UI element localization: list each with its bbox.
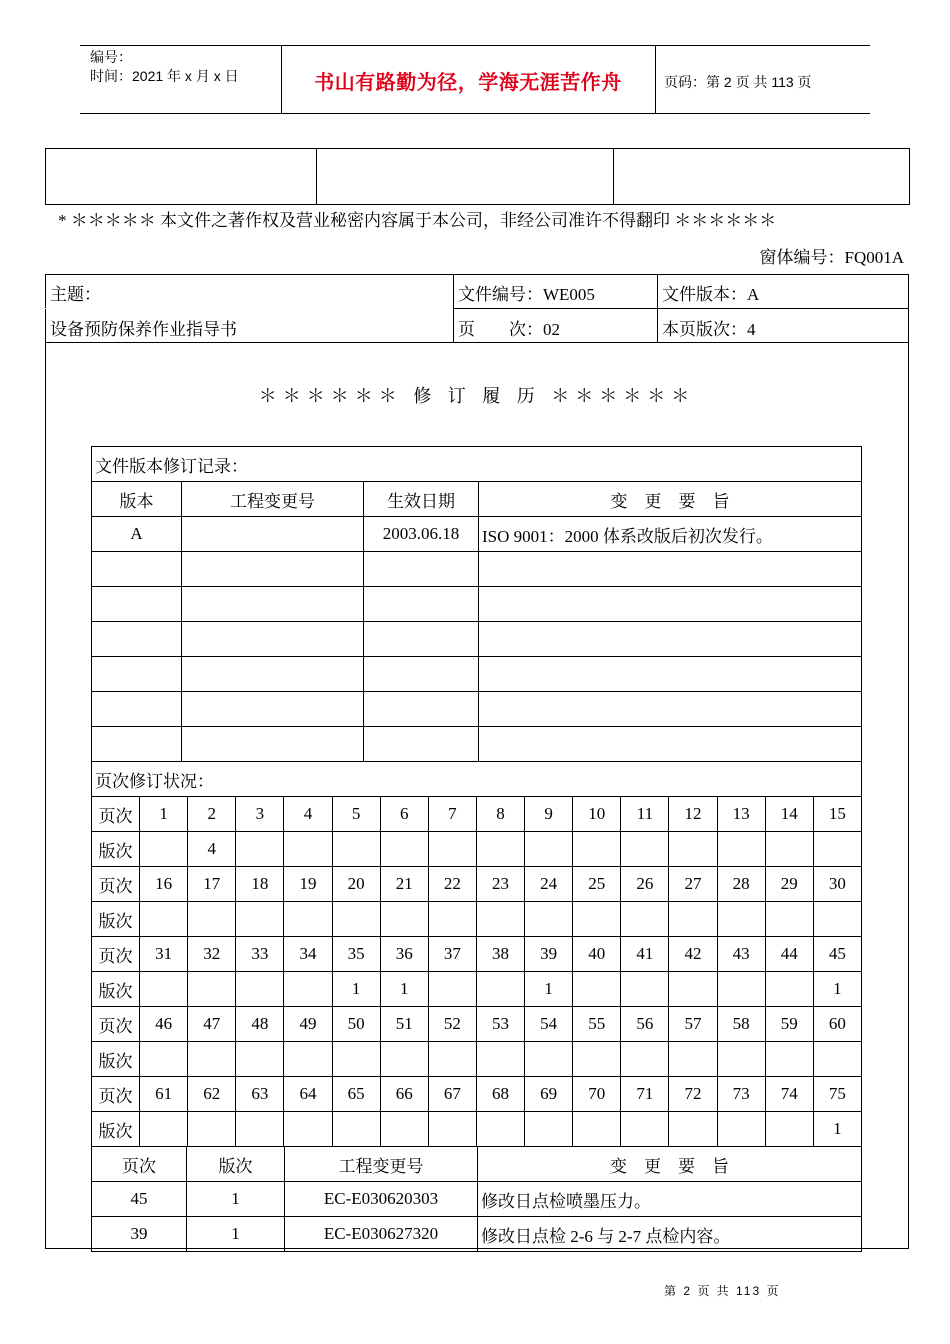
page-version-cell [429,972,477,1007]
page-number-cell: 15 [814,797,862,832]
page-version-cell [621,1112,669,1147]
change-list-cell: 1 [187,1217,285,1252]
page-version-cell [477,1112,525,1147]
form-number: 窗体编号：FQ001A [759,248,904,267]
version-record-cell: A [92,517,182,552]
page-number-cell: 45 [814,937,862,972]
page-version-cell [477,902,525,937]
version-record-cell [182,622,364,657]
page-version-cell [525,832,573,867]
blank-cell [614,149,910,205]
page-version-cell [381,1112,429,1147]
subject-label: 主题： [50,285,101,304]
page-version-cell [718,832,766,867]
page-version-cell [477,972,525,1007]
page-number-cell: 1 [140,797,188,832]
page-version-cell [140,1112,188,1147]
page-number-cell: 73 [718,1077,766,1112]
page-number-cell: 5 [333,797,381,832]
page-number-cell: 31 [140,937,188,972]
version-record-cell: ISO 9001：2000 体系改版后初次发行。 [479,517,862,552]
page-version-cell [333,1042,381,1077]
page-version: 本页版次：4 [662,320,756,339]
version-record-cell [364,692,479,727]
page-number-cell: 47 [188,1007,236,1042]
page-number-cell: 46 [140,1007,188,1042]
page-version-cell [766,1112,814,1147]
version-record-cell [364,587,479,622]
page-number-cell: 26 [621,867,669,902]
page-row-label: 页次 [92,797,140,832]
page-number-cell: 27 [669,867,717,902]
change-list-cell: 45 [92,1182,187,1217]
info-col-divider [657,274,658,343]
page-number-cell: 68 [477,1077,525,1112]
page-version-cell [381,1042,429,1077]
page-number-cell: 7 [429,797,477,832]
version-record-cell [364,657,479,692]
version-record-cell [364,727,479,762]
page-number-cell: 4 [284,797,332,832]
version-row-label: 版次 [92,902,140,937]
change-list-cell: 修改日点检 2-6 与 2-7 点检内容。 [478,1217,862,1252]
version-record-header: 生效日期 [364,482,479,517]
page-version-cell [429,902,477,937]
page-version-cell [188,1042,236,1077]
page-number-cell: 70 [573,1077,621,1112]
page-version-cell [236,1112,284,1147]
page-version-cell [573,1042,621,1077]
version-record-cell [479,692,862,727]
page-footer: 第 2 页 共 113 页 [664,1284,781,1298]
page-number-cell: 22 [429,867,477,902]
page-version-cell [669,972,717,1007]
change-list-cell: 修改日点检喷墨压力。 [478,1182,862,1217]
change-list-cell: 1 [187,1182,285,1217]
version-record-cell [92,727,182,762]
change-list-cell: EC-E030627320 [285,1217,478,1252]
page-number-cell: 74 [766,1077,814,1112]
page-number-cell: 49 [284,1007,332,1042]
version-row-label: 版次 [92,1042,140,1077]
version-record-cell [364,622,479,657]
page-version-cell [525,902,573,937]
page-number-cell: 44 [766,937,814,972]
page-number-cell: 60 [814,1007,862,1042]
page-version-cell [814,902,862,937]
page-number-cell: 64 [284,1077,332,1112]
page-version-cell [284,1112,332,1147]
page-version-cell [333,832,381,867]
page-version-cell [284,972,332,1007]
page-number-cell: 38 [477,937,525,972]
page-row-label: 页次 [92,1077,140,1112]
change-list-header: 页次 [92,1147,187,1182]
blank-box-table [45,148,910,205]
page-version-cell [284,902,332,937]
page-number-cell: 36 [381,937,429,972]
page-number-cell: 17 [188,867,236,902]
version-row-label: 版次 [92,832,140,867]
page-version-cell [429,832,477,867]
page-version-cell [236,902,284,937]
version-row-label: 版次 [92,1112,140,1147]
page-version-cell [814,832,862,867]
page-version-cell [429,1112,477,1147]
change-list-cell: EC-E030620303 [285,1182,478,1217]
document-version: 文件版本：A [662,285,760,304]
page-version-cell [381,832,429,867]
version-record-cell: 2003.06.18 [364,517,479,552]
revision-history-title: ＊＊＊＊＊＊ 修 订 履 历 ＊＊＊＊＊＊ [258,386,696,406]
header-divider [281,45,282,114]
header-meta [90,48,239,86]
page-version-cell: 1 [333,972,381,1007]
page-number-cell: 75 [814,1077,862,1112]
version-record-cell [182,587,364,622]
version-record-cell [92,622,182,657]
page-number-cell: 63 [236,1077,284,1112]
page-number-cell: 28 [718,867,766,902]
page-number-cell: 19 [284,867,332,902]
page-version-cell [766,972,814,1007]
page-number-cell: 12 [669,797,717,832]
page-version-cell [429,1042,477,1077]
page-number-cell: 13 [718,797,766,832]
version-record-label: 文件版本修订记录： [92,447,862,482]
page-version-cell [381,902,429,937]
page-number-cell: 25 [573,867,621,902]
page-number-cell: 21 [381,867,429,902]
page-number-cell: 37 [429,937,477,972]
page-version-cell [525,1112,573,1147]
document-time: 时间：2021 年 x 月 x 日 [90,68,239,84]
header-page-number: 页码：第 2 页 共 113 页 [664,74,812,90]
page-version-cell [621,832,669,867]
version-record-cell [92,587,182,622]
page-version-cell [718,902,766,937]
page-version-cell [669,1042,717,1077]
version-record-cell [479,657,862,692]
page-number-cell: 72 [669,1077,717,1112]
page-version-cell [621,972,669,1007]
change-list-cell: 39 [92,1217,187,1252]
page-version-cell [236,832,284,867]
page-number-cell: 50 [333,1007,381,1042]
page-number-cell: 3 [236,797,284,832]
page-number-cell: 32 [188,937,236,972]
page-number-cell: 24 [525,867,573,902]
version-record-header: 变 更 要 旨 [479,482,862,517]
header-bottom-rule [80,113,870,114]
version-record-cell [92,552,182,587]
page-version-cell [621,1042,669,1077]
page-version-cell [477,1042,525,1077]
version-record-cell [182,517,364,552]
page-number-cell: 61 [140,1077,188,1112]
version-record-header: 工程变更号 [182,482,364,517]
page-number-cell: 29 [766,867,814,902]
page-number-cell: 43 [718,937,766,972]
page-number-cell: 14 [766,797,814,832]
page-version-cell [140,972,188,1007]
subject-value: 设备预防保养作业指导书 [50,320,237,339]
blank-cell [317,149,614,205]
version-record-cell [479,622,862,657]
page-version-cell [766,902,814,937]
document-number: 文件编号：WE005 [458,285,595,304]
page-version-cell: 4 [188,832,236,867]
page-version-cell [814,1042,862,1077]
header-divider [655,45,656,114]
page-number-cell: 40 [573,937,621,972]
page-number-cell: 52 [429,1007,477,1042]
page-version-cell [140,1042,188,1077]
blank-cell [46,149,317,205]
page-number-cell: 35 [333,937,381,972]
page-number-cell: 16 [140,867,188,902]
document-number-label: 编号： [90,49,132,65]
page-version-cell [669,832,717,867]
info-row-divider [453,308,909,309]
page-version-cell [525,1042,573,1077]
page-number-cell: 20 [333,867,381,902]
page-version-cell [140,902,188,937]
page-number-cell: 55 [573,1007,621,1042]
version-record-cell [92,692,182,727]
page-version-cell [573,832,621,867]
version-record-cell [479,587,862,622]
page-number-cell: 59 [766,1007,814,1042]
version-record-cell [182,552,364,587]
page-version-cell: 1 [525,972,573,1007]
page-version-cell: 1 [814,1112,862,1147]
header-top-rule [80,45,870,46]
page-number-cell: 41 [621,937,669,972]
version-record-cell [479,727,862,762]
page-version-cell [573,1112,621,1147]
page-version-cell [621,902,669,937]
page-number-cell: 48 [236,1007,284,1042]
page-number-cell: 54 [525,1007,573,1042]
page-number-cell: 57 [669,1007,717,1042]
change-list-header: 变 更 要 旨 [478,1147,862,1182]
page-number-cell: 10 [573,797,621,832]
page-version-cell [718,1112,766,1147]
page-number-cell: 53 [477,1007,525,1042]
page-version-cell [188,902,236,937]
page-number-cell: 62 [188,1077,236,1112]
version-record-cell [182,692,364,727]
header-motto: 书山有路勤为径，学海无涯苦作舟 [314,70,622,94]
page-version-cell [766,1042,814,1077]
version-record-header: 版本 [92,482,182,517]
page-number-cell: 71 [621,1077,669,1112]
info-bottom-rule [45,342,909,343]
change-list-header: 版次 [187,1147,285,1182]
page-row-label: 页次 [92,937,140,972]
version-record-cell [364,552,479,587]
page-number-cell: 34 [284,937,332,972]
page-number-cell: 66 [381,1077,429,1112]
page-number-cell: 51 [381,1007,429,1042]
page-number-cell: 11 [621,797,669,832]
version-row-label: 版次 [92,972,140,1007]
version-record-cell [182,657,364,692]
page-number-cell: 58 [718,1007,766,1042]
page-number-cell: 9 [525,797,573,832]
page-number-cell: 67 [429,1077,477,1112]
page-number-cell: 2 [188,797,236,832]
version-record-cell [479,552,862,587]
page-number-cell: 39 [525,937,573,972]
version-record-cell [182,727,364,762]
page-status-label: 页次修订状况： [92,762,862,797]
page-version-cell [718,972,766,1007]
page-version-cell [477,832,525,867]
page-version-cell [669,1112,717,1147]
page-version-cell [236,972,284,1007]
page-version-cell: 1 [381,972,429,1007]
page-number-cell: 56 [621,1007,669,1042]
page-version-cell [284,1042,332,1077]
page-version-cell [766,832,814,867]
page-number-cell: 42 [669,937,717,972]
page-version-cell [669,902,717,937]
page-version-cell [284,832,332,867]
page-number-cell: 6 [381,797,429,832]
page-version-cell: 1 [814,972,862,1007]
page-row-label: 页次 [92,1007,140,1042]
page-version-cell [188,1112,236,1147]
change-list-header: 工程变更号 [285,1147,478,1182]
page-version-cell [236,1042,284,1077]
page-number-cell: 30 [814,867,862,902]
page-field: 页 次：02 [458,320,560,339]
page-version-cell [333,902,381,937]
copyright-notice: * ＊＊＊＊＊ 本文件之著作权及营业秘密内容属于本公司，非经公司准许不得翻印 ＊＊＊＊＊＊ [58,211,777,230]
page-row-label: 页次 [92,867,140,902]
page-version-cell [573,972,621,1007]
page-number-cell: 18 [236,867,284,902]
page-number-cell: 33 [236,937,284,972]
page-number-cell: 65 [333,1077,381,1112]
page-number-cell: 23 [477,867,525,902]
page-version-cell [188,972,236,1007]
page-version-cell [333,1112,381,1147]
version-record-cell [92,657,182,692]
page-number-cell: 69 [525,1077,573,1112]
page-version-cell [573,902,621,937]
revision-table [91,446,862,1252]
page-version-cell [140,832,188,867]
page-number-cell: 8 [477,797,525,832]
info-col-divider [453,274,454,343]
page-version-cell [718,1042,766,1077]
